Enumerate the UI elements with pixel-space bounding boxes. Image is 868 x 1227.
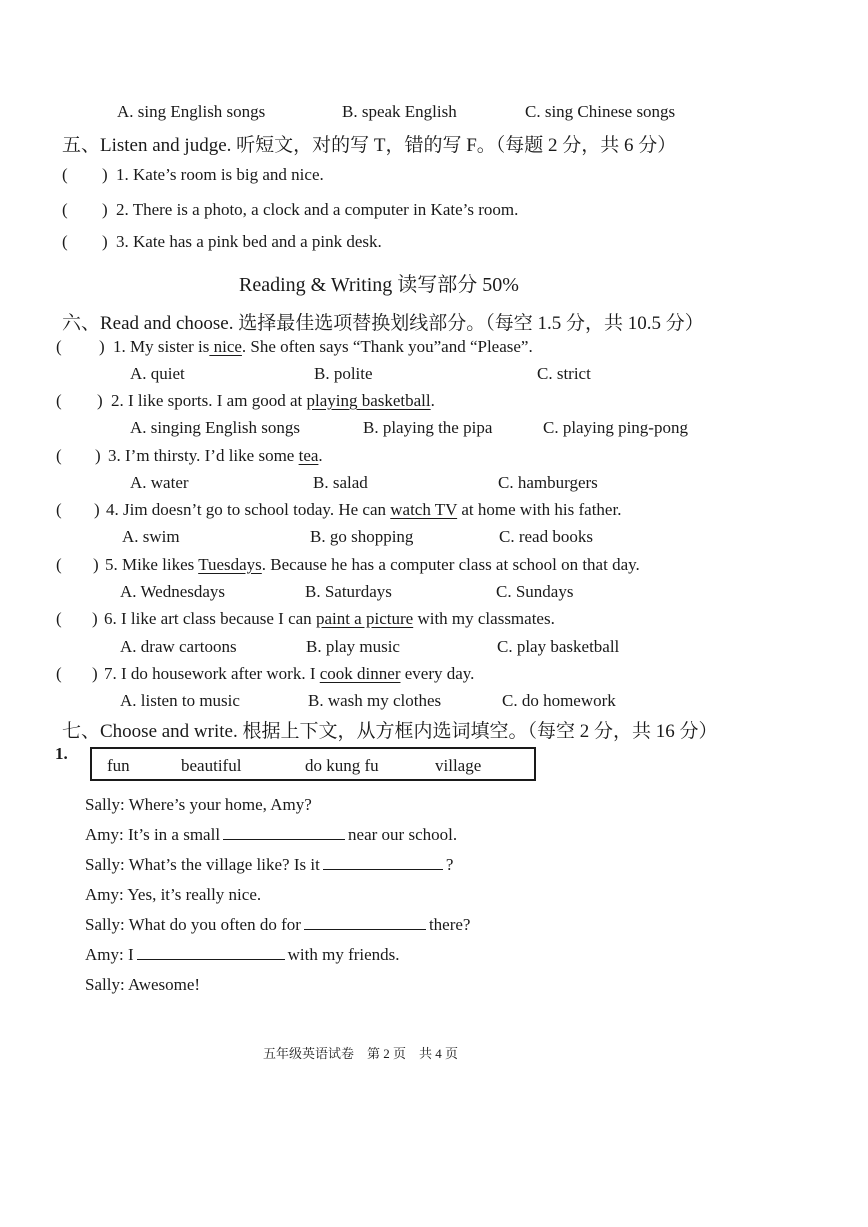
- answer-paren: (: [62, 200, 68, 219]
- choice-b: B. polite: [314, 364, 373, 383]
- dialog-line: Amy: It’s in a small near our school.: [85, 825, 458, 844]
- choice-c: C. play basketball: [497, 637, 620, 656]
- answer-paren: (: [56, 555, 62, 574]
- answer-paren-close: ): [93, 555, 99, 574]
- choice-c: C. Sundays: [496, 582, 574, 601]
- answer-paren-close: ): [92, 664, 98, 683]
- question-text: 6. I like art class because I can paint a picture with my classmates.: [104, 609, 555, 628]
- answer-paren: (: [62, 232, 68, 251]
- choice-b: B. wash my clothes: [308, 691, 442, 710]
- answer-paren: (: [56, 337, 62, 356]
- answer-paren: (: [62, 165, 68, 184]
- choice-c: C. strict: [537, 364, 591, 383]
- choice-b: B. play music: [306, 637, 400, 656]
- section6-heading: 六、Read and choose. 选择最佳选项替换划线部分。（每空 1.5 分，共 10.5 分）: [62, 313, 704, 334]
- word-box: [90, 747, 536, 781]
- answer-paren: (: [56, 391, 62, 410]
- question-text: 3. I’m thirsty. I’d like some tea.: [108, 446, 323, 465]
- choice-a: A. quiet: [130, 364, 185, 383]
- answer-paren-close: ): [102, 232, 108, 251]
- answer-paren-close: ): [99, 337, 105, 356]
- choice-c: C. playing ping-pong: [543, 418, 688, 437]
- word-option: beautiful: [181, 756, 242, 775]
- question-number: 1.: [55, 744, 68, 763]
- answer-paren-close: ): [94, 500, 100, 519]
- option-a: A. sing English songs: [117, 102, 266, 121]
- choice-c: C. do homework: [502, 691, 616, 710]
- dialog-line: Sally: Where’s your home, Amy?: [85, 795, 312, 814]
- word-option: village: [435, 756, 482, 775]
- option-b: B. speak English: [342, 102, 457, 121]
- word-option: do kung fu: [305, 756, 379, 775]
- choice-a: A. water: [130, 473, 189, 492]
- dialog-line: Sally: What’s the village like? Is it ?: [85, 855, 454, 874]
- dialog-line: Sally: Awesome!: [85, 975, 201, 994]
- answer-blank[interactable]: [223, 825, 345, 840]
- dialog-line: Amy: I with my friends.: [85, 945, 400, 964]
- question-text: 7. I do housework after work. I cook dinner every day.: [104, 664, 475, 683]
- dialog-line: Amy: Yes, it’s really nice.: [85, 885, 262, 904]
- word-option: fun: [107, 756, 130, 775]
- choice-a: A. Wednesdays: [120, 582, 226, 601]
- answer-paren-close: ): [97, 391, 103, 410]
- section5-heading: 五、Listen and judge. 听短文，对的写 T，错的写 F。（每题 2 分，共 6 分）: [62, 135, 677, 156]
- question-text: 4. Jim doesn’t go to school today. He can watch TV at home with his father.: [106, 500, 622, 519]
- question-text: 2. I like sports. I am good at playing basketball.: [111, 391, 435, 410]
- option-c: C. sing Chinese songs: [525, 102, 676, 121]
- question-text: 3. Kate has a pink bed and a pink desk.: [116, 232, 382, 251]
- choice-c: C. hamburgers: [498, 473, 598, 492]
- choice-a: A. singing English songs: [130, 418, 301, 437]
- answer-paren-close: ): [102, 200, 108, 219]
- dialog-line: Sally: What do you often do for there?: [85, 915, 471, 934]
- answer-blank[interactable]: [323, 855, 443, 870]
- answer-paren: (: [56, 500, 62, 519]
- question-text: 2. There is a photo, a clock and a computer in Kate’s room.: [116, 200, 519, 219]
- answer-paren: (: [56, 446, 62, 465]
- answer-paren: (: [56, 609, 62, 628]
- answer-blank[interactable]: [304, 915, 426, 930]
- choice-b: B. salad: [313, 473, 368, 492]
- answer-paren: (: [56, 664, 62, 683]
- choice-a: A. listen to music: [120, 691, 240, 710]
- part-title: Reading & Writing 读写部分 50%: [239, 274, 519, 296]
- answer-paren-close: ): [95, 446, 101, 465]
- answer-paren-close: ): [102, 165, 108, 184]
- answer-blank[interactable]: [137, 945, 285, 960]
- section7-heading: 七、Choose and write. 根据上下文，从方框内选词填空。（每空 2 分，共 16 分）: [62, 721, 718, 742]
- choice-a: A. draw cartoons: [120, 637, 237, 656]
- answer-paren-close: ): [92, 609, 98, 628]
- choice-b: B. go shopping: [310, 527, 414, 546]
- page-footer: 五年级英语试卷 第 2 页 共 4 页: [263, 1046, 459, 1061]
- choice-c: C. read books: [499, 527, 593, 546]
- question-text: 5. Mike likes Tuesdays. Because he has a computer class at school on that day.: [105, 555, 640, 574]
- choice-b: B. playing the pipa: [363, 418, 493, 437]
- question-text: 1. My sister is nice. She often says “Thank you”and “Please”.: [113, 337, 533, 356]
- choice-a: A. swim: [122, 527, 180, 546]
- choice-b: B. Saturdays: [305, 582, 392, 601]
- question-text: 1. Kate’s room is big and nice.: [116, 165, 324, 184]
